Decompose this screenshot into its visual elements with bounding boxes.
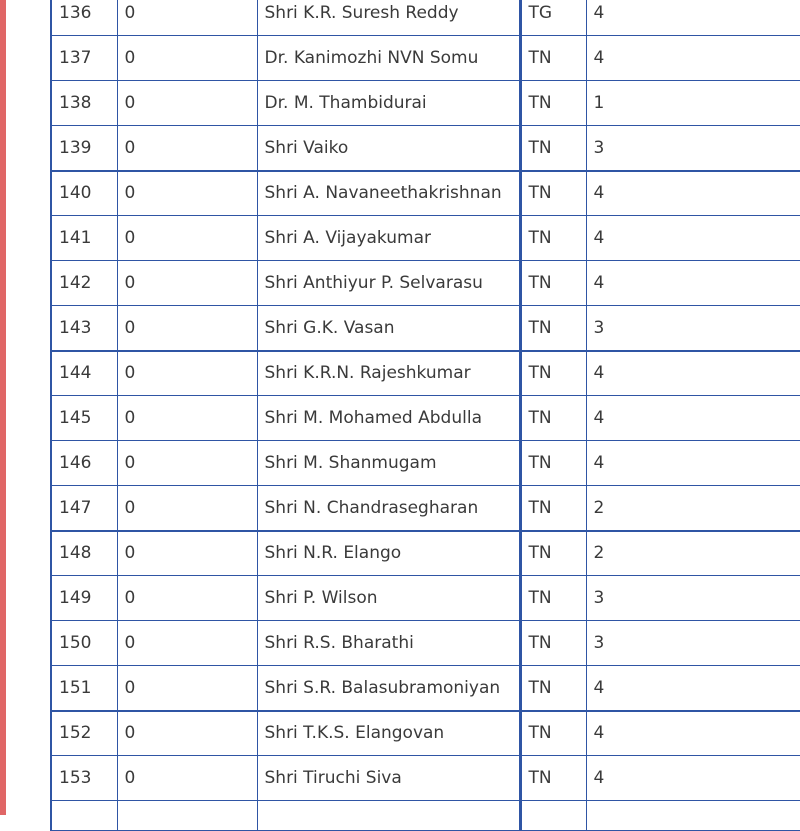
table-row: [51, 261, 800, 306]
state-code-cell: TG: [520, 0, 586, 36]
state-code-cell: TN: [520, 306, 586, 351]
state-code-cell: TN: [520, 126, 586, 171]
division-number-cell: 0: [117, 576, 257, 621]
serial-number-cell: 151: [51, 666, 117, 711]
state-code-cell: TN: [520, 81, 586, 126]
state-code-cell: TN: [520, 756, 586, 801]
serial-number-cell: 147: [51, 486, 117, 531]
count-cell: 3: [586, 576, 800, 621]
count-cell: [586, 801, 800, 831]
count-cell: 2: [586, 531, 800, 576]
state-code-cell: [520, 801, 586, 831]
count-cell: 4: [586, 396, 800, 441]
serial-number-cell: 148: [51, 531, 117, 576]
member-name-cell: Shri Vaiko: [257, 126, 520, 171]
count-cell: 4: [586, 216, 800, 261]
table-row: [51, 666, 800, 711]
division-number-cell: 0: [117, 666, 257, 711]
table-row: [51, 126, 800, 171]
member-name-cell: Shri M. Mohamed Abdulla: [257, 396, 520, 441]
count-cell: 4: [586, 0, 800, 36]
serial-number-cell: 146: [51, 441, 117, 486]
division-number-cell: 0: [117, 441, 257, 486]
state-code-cell: TN: [520, 351, 586, 396]
state-code-cell: TN: [520, 261, 586, 306]
table-row-partial: [51, 801, 800, 831]
count-cell: 4: [586, 441, 800, 486]
serial-number-cell: 150: [51, 621, 117, 666]
division-number-cell: 0: [117, 396, 257, 441]
serial-number-cell: 152: [51, 711, 117, 756]
table-row: [51, 351, 800, 396]
division-number-cell: 0: [117, 531, 257, 576]
member-name-cell: Shri T.K.S. Elangovan: [257, 711, 520, 756]
count-cell: 3: [586, 621, 800, 666]
state-code-cell: TN: [520, 576, 586, 621]
members-table-body: [51, 0, 800, 831]
count-cell: 4: [586, 261, 800, 306]
division-number-cell: 0: [117, 216, 257, 261]
division-number-cell: 0: [117, 306, 257, 351]
count-cell: 2: [586, 486, 800, 531]
member-name-cell: [257, 801, 520, 831]
member-name-cell: Shri K.R. Suresh Reddy: [257, 0, 520, 36]
division-number-cell: 0: [117, 36, 257, 81]
table-row: [51, 576, 800, 621]
count-cell: 4: [586, 36, 800, 81]
table-row: [51, 756, 800, 801]
state-code-cell: TN: [520, 486, 586, 531]
table-row: [51, 441, 800, 486]
left-accent-bar: [0, 0, 6, 815]
serial-number-cell: 141: [51, 216, 117, 261]
state-code-cell: TN: [520, 531, 586, 576]
division-number-cell: 0: [117, 621, 257, 666]
count-cell: 1: [586, 81, 800, 126]
division-number-cell: 0: [117, 711, 257, 756]
table-row: [51, 81, 800, 126]
count-cell: 4: [586, 756, 800, 801]
state-code-cell: TN: [520, 171, 586, 216]
member-name-cell: Shri Anthiyur P. Selvarasu: [257, 261, 520, 306]
serial-number-cell: 143: [51, 306, 117, 351]
division-number-cell: 0: [117, 756, 257, 801]
division-number-cell: 0: [117, 81, 257, 126]
member-name-cell: Shri R.S. Bharathi: [257, 621, 520, 666]
division-number-cell: 0: [117, 171, 257, 216]
member-name-cell: Shri N.R. Elango: [257, 531, 520, 576]
state-code-cell: TN: [520, 216, 586, 261]
members-table-container[interactable]: [50, 0, 800, 831]
member-name-cell: Shri A. Vijayakumar: [257, 216, 520, 261]
member-name-cell: Shri M. Shanmugam: [257, 441, 520, 486]
division-number-cell: 0: [117, 486, 257, 531]
serial-number-cell: 144: [51, 351, 117, 396]
table-row: [51, 621, 800, 666]
table-row: [51, 531, 800, 576]
member-name-cell: Shri S.R. Balasubramoniyan: [257, 666, 520, 711]
division-number-cell: 0: [117, 0, 257, 36]
count-cell: 4: [586, 351, 800, 396]
table-row: [51, 396, 800, 441]
count-cell: 3: [586, 126, 800, 171]
count-cell: 4: [586, 171, 800, 216]
division-number-cell: [117, 801, 257, 831]
table-row: [51, 0, 800, 36]
table-row: [51, 486, 800, 531]
member-name-cell: Shri Tiruchi Siva: [257, 756, 520, 801]
member-name-cell: Shri A. Navaneethakrishnan: [257, 171, 520, 216]
serial-number-cell: 145: [51, 396, 117, 441]
state-code-cell: TN: [520, 36, 586, 81]
table-row: [51, 171, 800, 216]
member-name-cell: Shri G.K. Vasan: [257, 306, 520, 351]
members-table: [50, 0, 800, 831]
count-cell: 4: [586, 711, 800, 756]
state-code-cell: TN: [520, 396, 586, 441]
member-name-cell: Shri K.R.N. Rajeshkumar: [257, 351, 520, 396]
serial-number-cell: 140: [51, 171, 117, 216]
serial-number-cell: 149: [51, 576, 117, 621]
member-name-cell: Shri N. Chandrasegharan: [257, 486, 520, 531]
state-code-cell: TN: [520, 621, 586, 666]
member-name-cell: Shri P. Wilson: [257, 576, 520, 621]
serial-number-cell: 139: [51, 126, 117, 171]
serial-number-cell: 142: [51, 261, 117, 306]
serial-number-cell: 137: [51, 36, 117, 81]
serial-number-cell: 136: [51, 0, 117, 36]
state-code-cell: TN: [520, 711, 586, 756]
division-number-cell: 0: [117, 126, 257, 171]
state-code-cell: TN: [520, 441, 586, 486]
member-name-cell: Dr. M. Thambidurai: [257, 81, 520, 126]
table-row: [51, 711, 800, 756]
count-cell: 3: [586, 306, 800, 351]
table-row: [51, 216, 800, 261]
serial-number-cell: [51, 801, 117, 831]
division-number-cell: 0: [117, 351, 257, 396]
division-number-cell: 0: [117, 261, 257, 306]
member-name-cell: Dr. Kanimozhi NVN Somu: [257, 36, 520, 81]
state-code-cell: TN: [520, 666, 586, 711]
table-row: [51, 306, 800, 351]
count-cell: 4: [586, 666, 800, 711]
serial-number-cell: 138: [51, 81, 117, 126]
table-row: [51, 36, 800, 81]
serial-number-cell: 153: [51, 756, 117, 801]
